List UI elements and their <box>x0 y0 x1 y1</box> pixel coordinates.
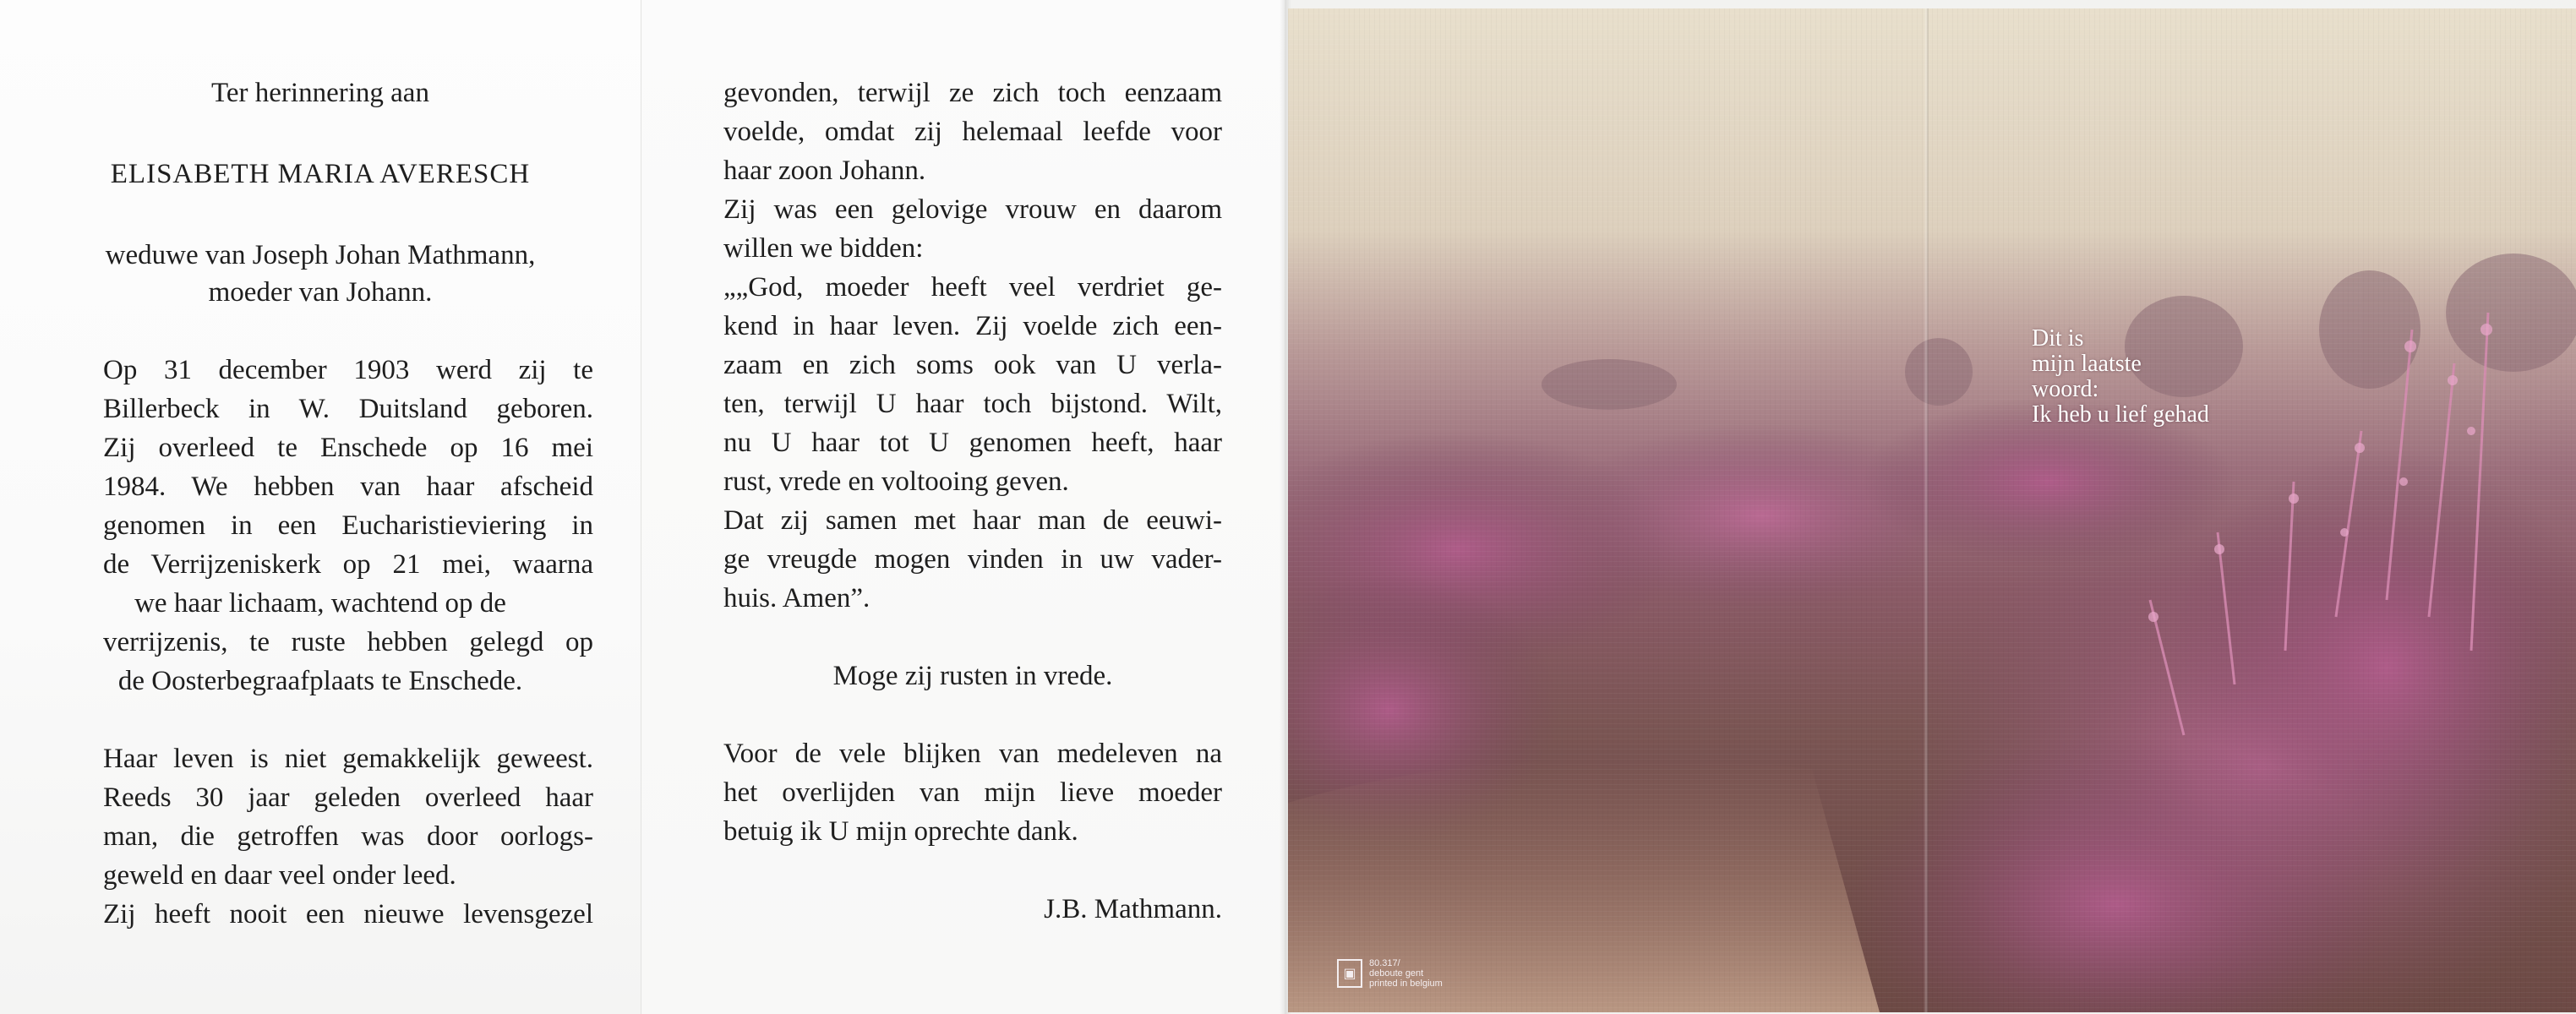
bio-line: Billerbeck in W. Duitsland geboren. <box>103 394 593 424</box>
bio-line: genomen in een Eucharistieviering in <box>103 510 593 541</box>
continued-line: haar zoon Johann. <box>723 155 926 186</box>
publisher-code: 80.317/ <box>1369 958 1400 968</box>
bio-line: Zij overleed te Enschede op 16 mei <box>103 433 593 463</box>
life-line: geweld en daar veel onder leed. <box>103 860 456 891</box>
poem-line: Ik heb u lief gehad <box>2032 401 2209 428</box>
publisher-name: deboute gent <box>1369 968 1424 979</box>
heather-illustration <box>1288 8 2576 1012</box>
signature: J.B. Mathmann. <box>1044 894 1222 924</box>
heather-landscape-photo <box>1288 8 2576 1012</box>
continued-line: Zij was een gelovige vrouw en daarom <box>723 194 1222 225</box>
publisher-text <box>1369 958 1443 989</box>
intro-line: Ter herinnering aan <box>211 78 429 108</box>
prayer-line: nu U haar tot U genomen heeft, haar <box>723 428 1222 458</box>
rest-in-peace-line: Moge zij rusten in vrede. <box>832 661 1113 691</box>
continued-line: gevonden, terwijl ze zich toch eenzaam <box>723 78 1222 108</box>
prayer-line: zaam en zich soms ook van U verla- <box>723 350 1222 380</box>
prayer-line: huis. Amen”. <box>723 583 870 613</box>
prayer-line: ten, terwijl U haar toch bijstond. Wilt, <box>723 389 1222 419</box>
prayer-line: kend in haar leven. Zij voelde zich een- <box>723 311 1222 341</box>
prayer-line: „„God, moeder heeft veel verdriet ge- <box>723 272 1222 303</box>
cover-fold-line <box>1924 8 1929 1012</box>
right-text-page <box>641 0 1285 1014</box>
bio-line: de Oosterbegraafplaats te Enschede. <box>117 666 523 696</box>
thanks-line: betuig ik U mijn oprechte dank. <box>723 816 1078 847</box>
life-line: Reeds 30 jaar geleden overleed haar <box>103 782 593 813</box>
life-line: Haar leven is niet gemakkelijk geweest. <box>103 744 593 774</box>
mother-of-line: moeder van Johann. <box>208 277 433 308</box>
prayer-line: ge vreugde mogen vinden in uw vader- <box>723 544 1222 575</box>
bio-line: verrijzenis, te ruste hebben gelegd op <box>103 627 593 657</box>
continued-line: willen we bidden: <box>723 233 924 264</box>
widow-of-line: weduwe van Joseph Johan Mathmann, <box>105 240 536 270</box>
deceased-name: ELISABETH MARIA AVERESCH <box>110 159 531 189</box>
publisher-logo-icon: ▣ <box>1337 959 1362 988</box>
life-line: Zij heeft nooit een nieuwe levensgezel <box>103 899 593 930</box>
bio-line: Op 31 december 1903 werd zij te <box>103 355 593 385</box>
thanks-line: Voor de vele blijken van medeleven na <box>723 739 1222 769</box>
poem-line: woord: <box>2032 376 2099 402</box>
prayer-line: Dat zij samen met haar man de eeuwi- <box>723 505 1222 536</box>
bio-line: de Verrijzeniskerk op 21 mei, waarna <box>103 549 593 580</box>
life-line: man, die getroffen was door oorlogs- <box>103 821 593 852</box>
poem-line: Dit is <box>2032 325 2084 352</box>
cover-poem <box>2032 326 2209 428</box>
thanks-line: het overlijden van mijn lieve moeder <box>723 777 1222 808</box>
publisher-mark <box>1337 958 1443 989</box>
prayer-line: rust, vrede en voltooing geven. <box>723 466 1069 497</box>
publisher-origin: printed in belgium <box>1369 979 1443 989</box>
poem-line: mijn laatste <box>2032 351 2142 377</box>
bio-line: 1984. We hebben van haar afscheid <box>103 472 593 502</box>
continued-line: voelde, omdat zij helemaal leefde voor <box>723 117 1222 147</box>
left-text-page <box>0 0 641 1014</box>
bio-line: we haar lichaam, wachtend op de <box>134 588 506 619</box>
